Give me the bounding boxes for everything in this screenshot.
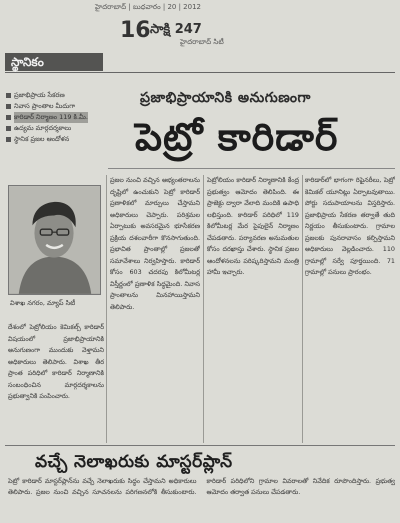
bullet-square-icon [6, 104, 11, 109]
article-column-1: దేశంలో పెట్రోలియం కెమికల్స్ కారిడార్ విషయంలో ప్రజాభిప్రాయానికి అనుగుణంగా ముందుకు వెళ్తామని అధికారులు తెలిపారు. విశాఖ తీర ప్రాంత పరిధిలో కారిడార్ నిర్మాణానికి సంబంధించిన మార్గదర్శకాలను ప్రభుత్వానికి పంపించారు. [8, 323, 104, 400]
headline-rule [108, 168, 395, 169]
edition-label: హైదరాబాద్ సిటీ [180, 38, 224, 46]
article-column-3: పెట్రోలియం కారిడార్ నిర్మాణానికి కేంద్ర ప్రభుత్వం ఆమోదం తెలిపింది. ఈ ప్రాజెక్టు ద్వారా వేలాది మందికి ఉపాధి లభిస్తుంది. కారిడార్ పరిధిలో 119 కిలోమీటర్ల మేర పైపులైన్ నిర్మాణం చేపడతారు. పర్యావరణ అనుమతుల కోసం దరఖాస్తు చేశారు. స్థానిక ప్రజల ఆందోళనలను పరిష్కరిస్తామని మంత్రి హామీ ఇచ్చారు. [207, 176, 299, 276]
bullet-square-icon [6, 93, 11, 98]
column-divider [203, 175, 204, 443]
bullet-square-icon [6, 126, 11, 131]
portrait-illustration [9, 186, 100, 294]
column-divider [106, 175, 107, 443]
bullet-item: స్థానిక ప్రజల ఆందోళన [6, 134, 106, 145]
bullet-square-icon [6, 137, 11, 142]
masthead: సాక్షి 247 [150, 22, 202, 37]
bullet-item: నివాస ప్రాంతాల మీదుగా [6, 101, 106, 112]
bottom-article-text: పెట్రో కారిడార్ మాస్టర్‌ప్లాన్‌ను వచ్చే నెలాఖరుకు సిద్ధం చేస్తామని అధికారులు తెలిపారు. ప్రజల నుంచి వచ్చిన సూచనలను పరిగణనలోకి తీసుకుంటారు. కారిడార్ పరిధిలోని గ్రామాల వివరాలతో నివేదిక రూపొందిస్తారు. ప్రభుత్వ ఆమోదం తర్వాత పనులు చేపడతారు. [8, 477, 395, 496]
bullet-item: ప్రజాభిప్రాయ సేకరణ [6, 90, 106, 101]
article-headline: పెట్రో కారిడార్ [135, 115, 339, 159]
article-kicker: ప్రజాభిప్రాయానికి అనుగుణంగా [140, 90, 311, 106]
photo-caption: విశాఖ నగరం, మ్యాప్ సిటీ [10, 299, 76, 307]
column-divider [302, 175, 303, 443]
bottom-article-headline: వచ్చే నెలాఖరుకు మాస్టర్‌ప్లాన్ [35, 452, 233, 472]
page-number: 16 [120, 18, 151, 43]
article-column-4: కారిడార్‌లో భాగంగా రిఫైనరీలు, పెట్రో కెమికల్ యూనిట్లు ఏర్పాటవుతాయి. పోర్టు సదుపాయాలను విస్తరిస్తారు. ప్రజాభిప్రాయ సేకరణ తర్వాతే తుది నిర్ణయం తీసుకుంటారు. గ్రామాల ప్రజలకు పునరావాసం కల్పిస్తామని అధికారులు వెల్లడించారు. 110 గ్రామాల్లో సర్వే పూర్తయింది. 71 గ్రామాల్లో పనులు ప్రారంభం. [305, 176, 395, 276]
article-column-2: ప్రజల నుంచి వచ్చిన అభ్యంతరాలను దృష్టిలో ఉంచుకుని పెట్రో కారిడార్ ప్రణాళికలో మార్పులు చేస్తామని అధికారులు చెప్పారు. పరిశ్రమల ఏర్పాటుకు అవసరమైన భూసేకరణ ప్రక్రియ దశలవారీగా కొనసాగుతుంది. ప్రభావిత ప్రాంతాల్లో ప్రజలతో సమావేశాలు నిర్వహిస్తారు. కారిడార్ కోసం 603 చదరపు కిలోమీటర్ల విస్తీర్ణంలో ప్రణాళిక సిద్ధమైంది. నివాస ప్రాంతాలను మినహాయిస్తామని తెలిపారు. [110, 176, 200, 311]
date-text: హైదరాబాద్ | బుధవారం | 20 | 2012 [95, 3, 201, 11]
section-banner: స్థానికం [5, 53, 103, 71]
bullet-square-icon [6, 115, 11, 120]
bullet-item: ఉద్యమ మార్గదర్శకాలు [6, 123, 106, 134]
top-rule [5, 72, 395, 73]
sidebar-bullets [6, 90, 106, 145]
bullet-item: కారిడార్ నిర్మాణం 119 కి.మీ. [6, 112, 106, 123]
bottom-rule [5, 445, 395, 446]
date-line [95, 3, 395, 13]
portrait-photo [8, 185, 101, 295]
